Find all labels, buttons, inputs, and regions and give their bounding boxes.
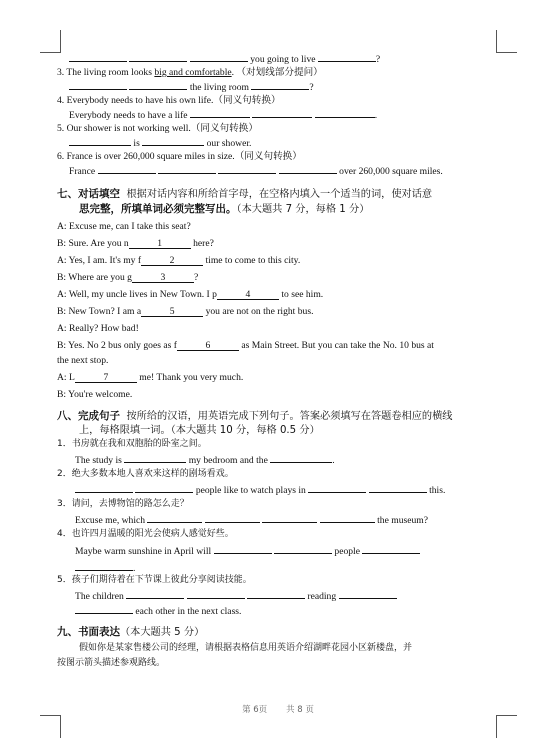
crop-mark-top-right	[496, 30, 517, 53]
blank-6[interactable]: 6	[177, 341, 239, 351]
blank-5[interactable]: 5	[141, 307, 203, 317]
q6-answer-line: France over 260,000 square miles.	[69, 166, 443, 177]
q4-prompt: 4. Everybody needs to have his own life.（同义句转换）	[57, 95, 281, 106]
section7-title-cont: 思完整，所填单词必须完整写出。（本大题共 7 分，每格 1 分）	[79, 203, 370, 215]
blank-4[interactable]: 4	[217, 290, 279, 300]
blank-3[interactable]: 3	[132, 273, 194, 283]
item5-answer-cont: each other in the next class.	[75, 604, 241, 618]
blank-2[interactable]: 2	[141, 256, 203, 266]
blank-7[interactable]: 7	[75, 373, 137, 383]
q5-answer-line: is our shower.	[69, 136, 251, 150]
q2-answer-line: you going to live ?	[69, 52, 380, 66]
item3-chinese: 3．请问，去博物馆的路怎么走？	[57, 499, 189, 509]
page-total: 共 8 页	[286, 705, 314, 715]
page-number: 第 6页	[242, 705, 268, 715]
section9-prompt-cont: 按图示箭头描述参观路线。	[57, 658, 166, 668]
crop-mark-top-left	[40, 30, 61, 53]
dialog-line: B: You're welcome.	[57, 389, 133, 400]
item2-answer: people like to watch plays in this.	[75, 483, 445, 497]
dialog-line: A: Yes, I am. It's my f 2 time to come to this city.	[57, 255, 301, 266]
q6-prompt: 6. France is over 260,000 square miles in size.（同义句转换）	[57, 151, 302, 162]
dialog-line: A: Excuse me, can I take this seat?	[57, 221, 191, 232]
q5-prompt: 5. Our shower is not working well.（同义句转换）	[57, 123, 258, 134]
section8-title: 八、完成句子 按所给的汉语，用英语完成下列句子。答案必须填写在答题卷相应的横线	[57, 410, 453, 422]
dialog-line: the next stop.	[57, 355, 109, 366]
section7-title: 七、对话填空 根据对话内容和所给首字母，在空格内填入一个适当的词，使对话意	[57, 188, 433, 200]
q3-prompt: 3. The living room looks big and comfortable. （对划线部分提问）	[57, 67, 323, 78]
q3-answer-line: the living room ?	[69, 80, 314, 94]
crop-mark-bottom-left	[40, 715, 61, 738]
item4-chinese: 4．也许四月温暖的阳光会使病人感觉好些。	[57, 529, 234, 539]
item5-chinese: 5．孩子们期待着在下节课上彼此分享阅读技能。	[57, 575, 252, 585]
dialog-line: B: Sure. Are you n 1 here?	[57, 238, 214, 249]
blank-1[interactable]: 1	[129, 239, 191, 249]
dialog-line: A: Really? How bad!	[57, 323, 139, 334]
item3-answer: Excuse me, which the museum?	[75, 515, 428, 526]
item1-chinese: 1．书房就在我和双胞胎的卧室之间。	[57, 439, 207, 449]
section9-title: 九、书面表达（本大题共 5 分）	[57, 626, 205, 638]
crop-mark-bottom-right	[496, 715, 517, 738]
dialog-line: B: Yes. No 2 bus only goes as f 6 as Main Street. But you can take the No. 10 bus at	[57, 340, 434, 351]
q4-answer-line: Everybody needs to have a life .	[69, 110, 378, 121]
dialog-line: B: New Town? I am a 5 you are not on the right bus.	[57, 306, 314, 317]
section9-prompt: 假如你是某家售楼公司的经理，请根据表格信息用英语介绍湖畔花园小区新楼盘，并	[79, 643, 413, 653]
dialog-line: B: Where are you g 3 ?	[57, 272, 199, 283]
section8-title-cont: 上，每格限填一词。（本大题共 10 分，每格 0.5 分）	[79, 425, 320, 436]
page-footer	[0, 703, 556, 715]
item4-answer: Maybe warm sunshine in April will people	[75, 544, 420, 558]
item5-answer: The children reading	[75, 589, 397, 603]
item4-answer-cont: .	[75, 561, 135, 575]
item1-answer: The study is my bedroom and the .	[75, 455, 335, 466]
dialog-line: A: Well, my uncle lives in New Town. I p 4 to see him.	[57, 289, 324, 300]
dialog-line: A: L 7 me! Thank you very much.	[57, 372, 244, 383]
item2-chinese: 2．绝大多数本地人喜欢来这样的剧场看戏。	[57, 469, 234, 479]
